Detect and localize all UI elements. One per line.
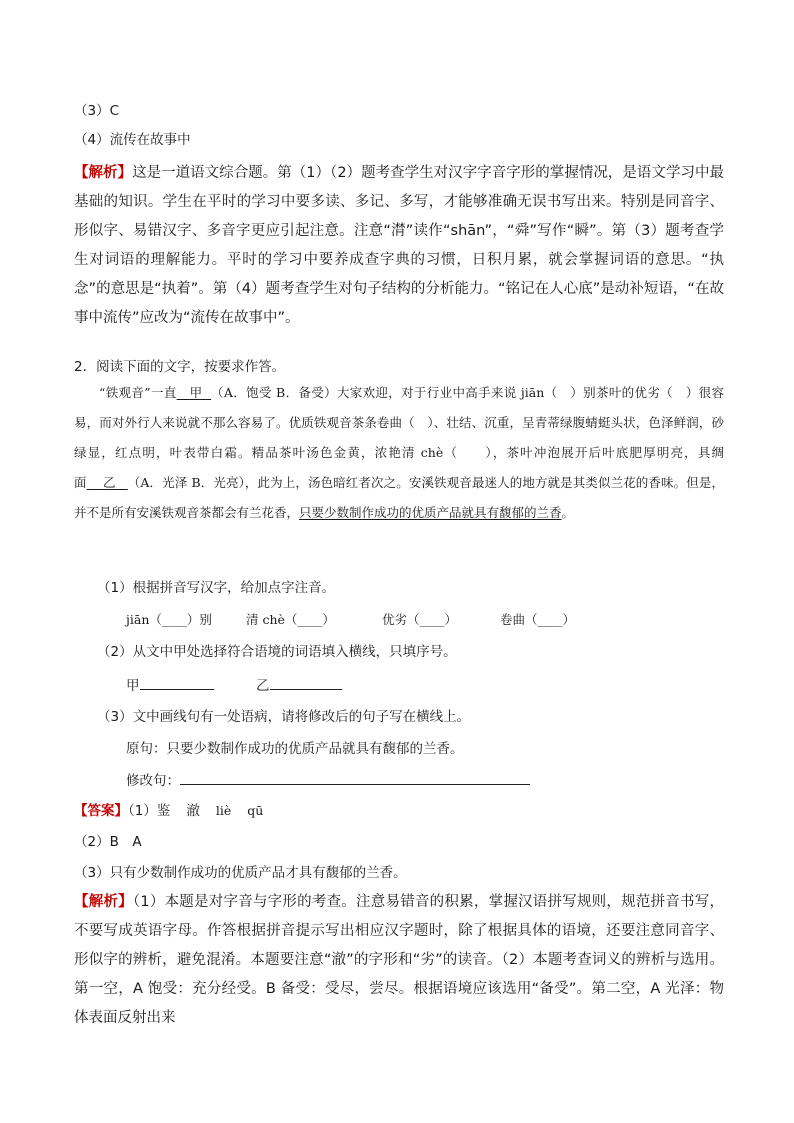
pinyin-item-2: 清 chè（____） [246, 612, 335, 627]
fill-yi [256, 675, 342, 696]
answer-1-item: 澈 [186, 803, 200, 819]
passage-part-3: （A．光泽 B．光亮），此为上，汤色暗红者次之。安溪铁观音最迷人的地方就是其类似兰花的香味。但是，并不是所有安溪铁观音茶都会有兰花香， [74, 475, 724, 520]
question-2-heading: 2．阅读下面的文字，按要求作答。 [74, 359, 286, 375]
original-sentence: 原句：只要少数制作成功的优质产品就具有馥郁的兰香。 [126, 741, 464, 757]
answer-3-sentence: （3）只有少数制作成功的优质产品才具有馥郁的兰香。 [74, 865, 407, 881]
passage-paragraph [74, 378, 724, 528]
analysis-2 [74, 888, 724, 1033]
answer-4: （4）流传在故事中 [74, 132, 191, 148]
fill-yi-label: 乙 [256, 678, 270, 694]
blank-yi-label: 乙 [102, 475, 116, 490]
revised-sentence [126, 770, 530, 791]
analysis-1 [74, 130, 724, 333]
answer-tag: 【答案】 [74, 803, 128, 819]
answer-2: （2）B A [74, 834, 142, 850]
answer-1-item: qū [247, 803, 264, 818]
underlined-sentence: 只要少数制作成功的优质产品就具有馥郁的兰香 [299, 505, 562, 520]
reading-passage [74, 378, 724, 528]
sub-question-3: （3）文中画线句有一处语病，请将修改后的句子写在横线上。 [97, 709, 471, 725]
pinyin-item-3: 优劣（____） [382, 612, 458, 627]
fill-yi-line[interactable] [270, 675, 342, 690]
blank-yi [87, 475, 128, 490]
answer-1-item: 鉴 [156, 803, 171, 819]
sub-question-2: （2）从文中甲处选择符合语境的词语填入横线，只填序号。 [97, 644, 457, 660]
analysis-1-text: 这是一道语文综合题。第（1）（2）题考查学生对汉字字音字形的掌握情况，是语文学习中最基础的知识。学生在平时的学习中要多读、多记、多写，才能够准确无误书写出来。特别是同音字、形似字、易错汉字、多音字更应引起注意。注意“潸”读作“shān”，“舜”写作“瞬”。第（3）题考查学生对词语的理解能力。平时的学习中要养成查字典的习惯，日积月累，就会掌握词语的意思。“执念”的意思是“执着”。第（4）题考查学生对句子结构的分析能力。“铭记在人心底”是动补短语，“在故事中流传”应改为“流传在故事中”。 [74, 165, 725, 326]
answer-block [74, 801, 263, 821]
passage-part-1: “铁观音”一直 [99, 385, 177, 400]
answer-1-item: liè [215, 803, 232, 818]
answer-3: （3）C [74, 103, 120, 119]
pinyin-item-4: 卷曲（____） [500, 612, 576, 627]
analysis-tag: 【解析】 [74, 165, 133, 181]
fill-jia-label: 甲 [126, 678, 140, 694]
fill-jia [126, 675, 214, 696]
answer-1-prefix: （1） [128, 803, 157, 819]
fill-jia-line[interactable] [140, 675, 214, 690]
revised-line[interactable] [180, 770, 530, 785]
sub-question-1: （1）根据拼音写汉字，给加点字注音。 [97, 580, 336, 596]
blank-jia [177, 385, 211, 400]
pinyin-item-1: jiān（____）别 [126, 612, 212, 627]
passage-part-2: （A．饱受 B．备受）大家欢迎，对于行业中高手来说 jiān（ ）别茶叶的优劣（ ）很容易，而对外行人来说就不那么容易了。优质铁观音茶条卷曲（ ）、壮结、沉重，呈青蒂绿腹蜻蜓头状，色泽鲜润，砂绿显，红点明，叶表带白霜。精品茶叶汤色金黄，浓艳清 chè（ ），茶叶冲泡展开后叶底肥厚明亮，具绸面 [74, 385, 725, 490]
blank-jia-label: 甲 [189, 385, 203, 400]
analysis-2-text: （1）本题是对字音与字形的考查。注意易错音的积累，掌握汉语拼写规则，规范拼音书写，不要写成英语字母。作答根据拼音提示写出相应汉字题时，除了根据具体的语境，还要注意同音字、形似字的辨析，避免混淆。本题要注意“澈”的字形和“劣”的读音。（2）本题考查词义的辨析与选用。第一空，A 饱受：充分经受。B 备受：受尽，尝尽。根据语境应该选用“备受”。第二空，A 光泽：物体表面反射出来 [74, 894, 724, 1026]
passage-end: 。 [561, 505, 575, 520]
analysis-tag: 【解析】 [74, 894, 133, 910]
revised-label: 修改句： [126, 773, 180, 789]
